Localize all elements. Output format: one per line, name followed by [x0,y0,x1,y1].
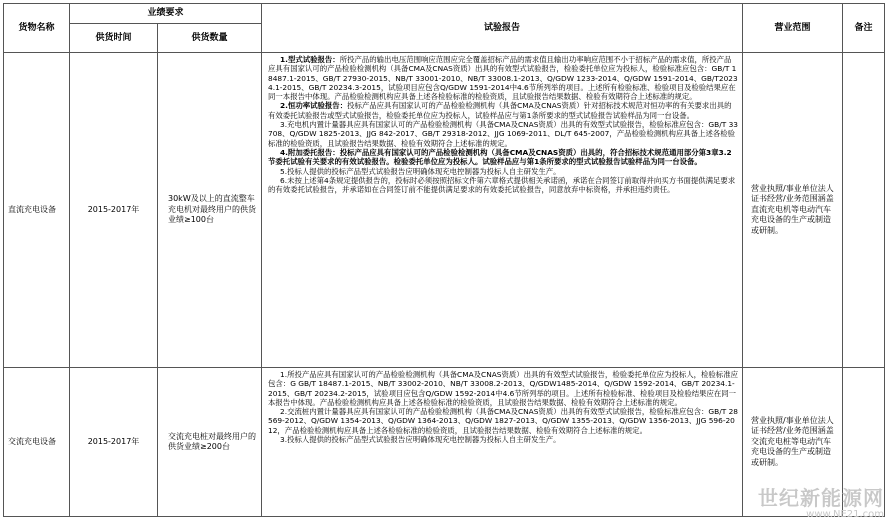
scope-cell: 营业执照/事业单位法人证书经营/业务范围涵盖直流充电机等电动汽车充电设备的生产或制造或研制。 [743,53,843,368]
watermark-brand: 世纪新能源网 [758,486,884,510]
supply-time-cell: 2015-2017年 [70,53,158,368]
report-item: 3.充电机内置计量器具应具有国家认可的产品检验检测机构（具备CMA及CNAS资质）出具的有效型式试验报告，检验标准应包含：GB/T 33708、Q/GDW 1825-2013、JJG 842-2017、GB/T 29318-2012、JJG 1069-2011、DL/T 645-2007，产品检验检测机构应具备上述各检验标准的检验资质，且试验报告结果数据、检验有效期符合上述标准的规定。 [268,120,738,148]
report-item: 6.未按上述第4条规定提供报告的，投标时必须按照招标文件第六章格式提供相关承诺函，承诺在合同签订前取得并向买方书面提供满足要求的有效委托试验报告，并承诺如在合同签订前不能提供满足要求的有效委托试验报告，同意放弃中标资格，并承担违约责任。 [268,175,736,195]
report-item: 2.恒功率试验报告：投标产品应具有国家认可的产品检验检测机构（具备CMA及CNAS资质）针对招标技术规范对恒功率的有关要求出具的有效委托试验报告或型式试验报告，检验委托单位应为投标人，试验样品应与第1条所要求的型式试验报告试验样品为同一台设备。 [268,101,732,120]
report-cell [262,53,743,368]
header-remark: 备注 [843,4,885,53]
scope-cell: 营业执照/事业单位法人证书经营/业务范围涵盖交流充电桩等电动汽车充电设备的生产或制造或研制。 [743,368,843,517]
remark-cell [843,53,885,368]
report-item: 5.投标人提供的投标产品型式试验报告应明确体现充电控制器为投标人自主研发生产。 [280,166,561,176]
header-supply-time: 供货时间 [70,24,158,53]
header-supply-qty: 供货数量 [158,24,262,53]
header-goods: 货物名称 [4,4,70,53]
watermark [758,487,884,520]
report-item: 4.附加委托报告：投标产品应具有国家认可的产品检验检测机构（具备CMA及CNAS资质）出具的，符合招标技术规范通用部分第3章3.2节委托试验有关要求的有效试验报告。检验委托单位应为投标人。试验样品应与第1条所要求的型式试验报告试验样品为同一台设备。 [268,147,732,167]
report-item: 2.交流桩内置计量器具应具有国家认可的产品检验检测机构（具备CMA及CNAS资质）出具的有效型式试验报告，检验标准应包含：GB/T 28569-2012、Q/GDW 1354-2013、Q/GDW 1364-2013、Q/GDW 1827-2013、Q/GDW 1355-2013、Q/GDW 1356-2013、JJG 596-2012，产品检验检测机构应具备上述各检验标准的检验资质，且试验报告结果数据、检验有效期符合上述标准的规定。 [268,407,738,435]
goods-cell: 交流充电设备 [4,368,70,517]
report-item: 1.所投产品应具有国家认可的产品检验检测机构（具备CMA及CNAS资质）出具的有效型式试验报告，检验委托单位应为投标人，检验标准应包含：G GB/T 18487.1-2015、NB/T 33002-2010、NB/T 33008.2-2013、Q/GDW1485-2014、Q/GDW 1592-2014、GB/T 20234.1-2015、GB/T 20234.2-2015，试验项目应包含Q/GDW 1592-2014中4.6节所列举的项目。上述所有检验标准、检验项目及检验结果应在同一本报告中体现。产品检验检测机构应具备上述各检验标准的检验资质，且试验报告结果数据、检验有效期符合上述标准的规定。 [268,370,738,407]
report-item: 3.投标人提供的投标产品型式试验报告应明确体现充电控制器为投标人自主研发生产。 [280,435,561,445]
header-report: 试验报告 [262,4,743,53]
supply-time-cell: 2015-2017年 [70,368,158,517]
report-item: 1.型式试验报告：所投产品的输出电压范围响应范围应完全覆盖招标产品的需求值且输出功率响应范围不小于招标产品的需求值，所投产品应具有国家认可的产品检验检测机构（具备CMA及CNAS资质）出具的有效型式试验报告，检验委托单位应为投标人，检验标准应包含：GB/T 18487.1-2015、GB/T 27930-2015、NB/T 33001-2010、NB/T 33008.1-2013、Q/GDW 1233-2014、Q/GDW 1591-2014、GB/T20234.1-2015、GB/T 20234.3-2015，试验项目应包含Q/GDW 1591-2014中4.6节所列举的项目。上述所有检验标准、检验项目及检验结果应在同一本报告中体现。产品检验检测机构应具备上述各检验标准的检验资质，且试验报告结果数据、检验有效期符合上述标准的规定。 [268,55,738,102]
watermark-url: www.NE21.com [806,509,884,520]
requirements-table [3,3,885,517]
table-row [4,53,885,368]
header-performance: 业绩要求 [70,4,262,24]
header-scope: 营业范围 [743,4,843,53]
report-cell [262,368,743,517]
table-row [4,368,885,517]
supply-qty-cell: 30kW及以上的直流整车充电机对最终用户的供货业绩≥100台 [158,53,262,368]
goods-cell: 直流充电设备 [4,53,70,368]
supply-qty-cell: 交流充电桩对最终用户的供货业绩≥200台 [158,368,262,517]
